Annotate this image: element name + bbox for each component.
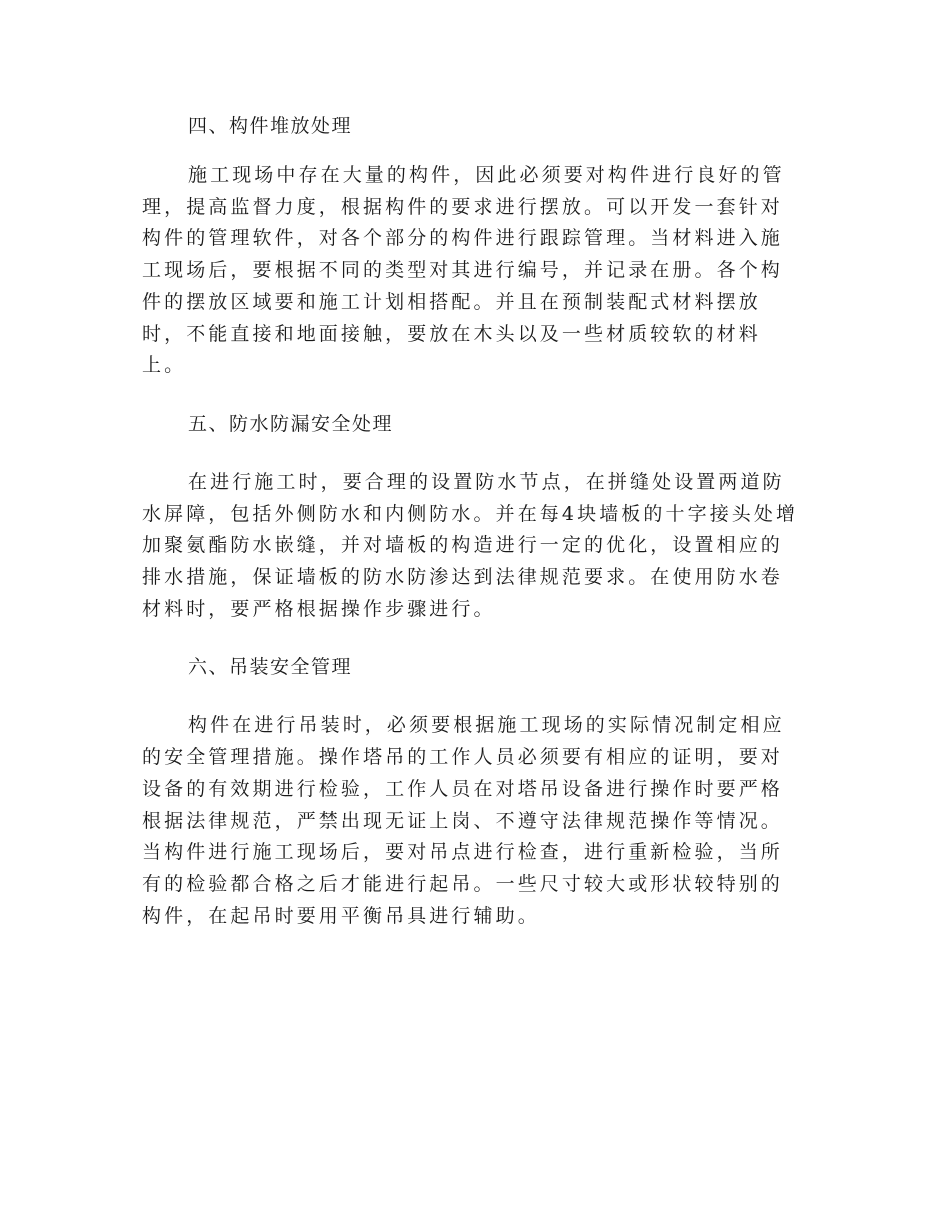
section-body-6: 构件在进行吊装时，必须要根据施工现场的实际情况制定相应的安全管理措施。操作塔吊的工作人员必须要有相应的证明，要对设备的有效期进行检验，工作人员在对塔吊设备进行操作时要严格根据法律规范，严禁出现无证上岗、不遵守法律规范操作等情况。当构件进行施工现场后，要对吊点进行检查，进行重新检验，当所有的检验都合格之后才能进行起吊。一些尺寸较大或形状较特别的构件，在起吊时要用平衡吊具进行辅助。 — [142, 714, 785, 927]
section-heading-5: 五、防水防漏安全处理 — [188, 412, 394, 435]
document-content — [142, 107, 802, 932]
section-body-5: 在进行施工时，要合理的设置防水节点，在拼缝处设置两道防水屏障，包括外侧防水和内侧防水。并在每4块墙板的十字接头处增加聚氨酯防水嵌缝，并对墙板的构造进行一定的优化，设置相应的排水措施，保证墙板的防水防渗达到法律规范要求。在使用防水卷材料时，要严格根据操作步骤进行。 — [142, 470, 799, 620]
section-heading-6: 六、吊装安全管理 — [188, 656, 353, 679]
section-heading-4: 四、构件堆放处理 — [188, 115, 353, 137]
section-body-4: 施工现场中存在大量的构件，因此必须要对构件进行良好的管理，提高监督力度，根据构件的要求进行摆放。可以开发一套针对构件的管理软件，对各个部分的构件进行跟踪管理。当材料进入施工现场后，要根据不同的类型对其进行编号，并记录在册。各个构件的摆放区域要和施工计划相搭配。并且在预制装配式材料摆放时，不能直接和地面接触，要放在木头以及一些材质较软的材料上。 — [142, 164, 785, 377]
